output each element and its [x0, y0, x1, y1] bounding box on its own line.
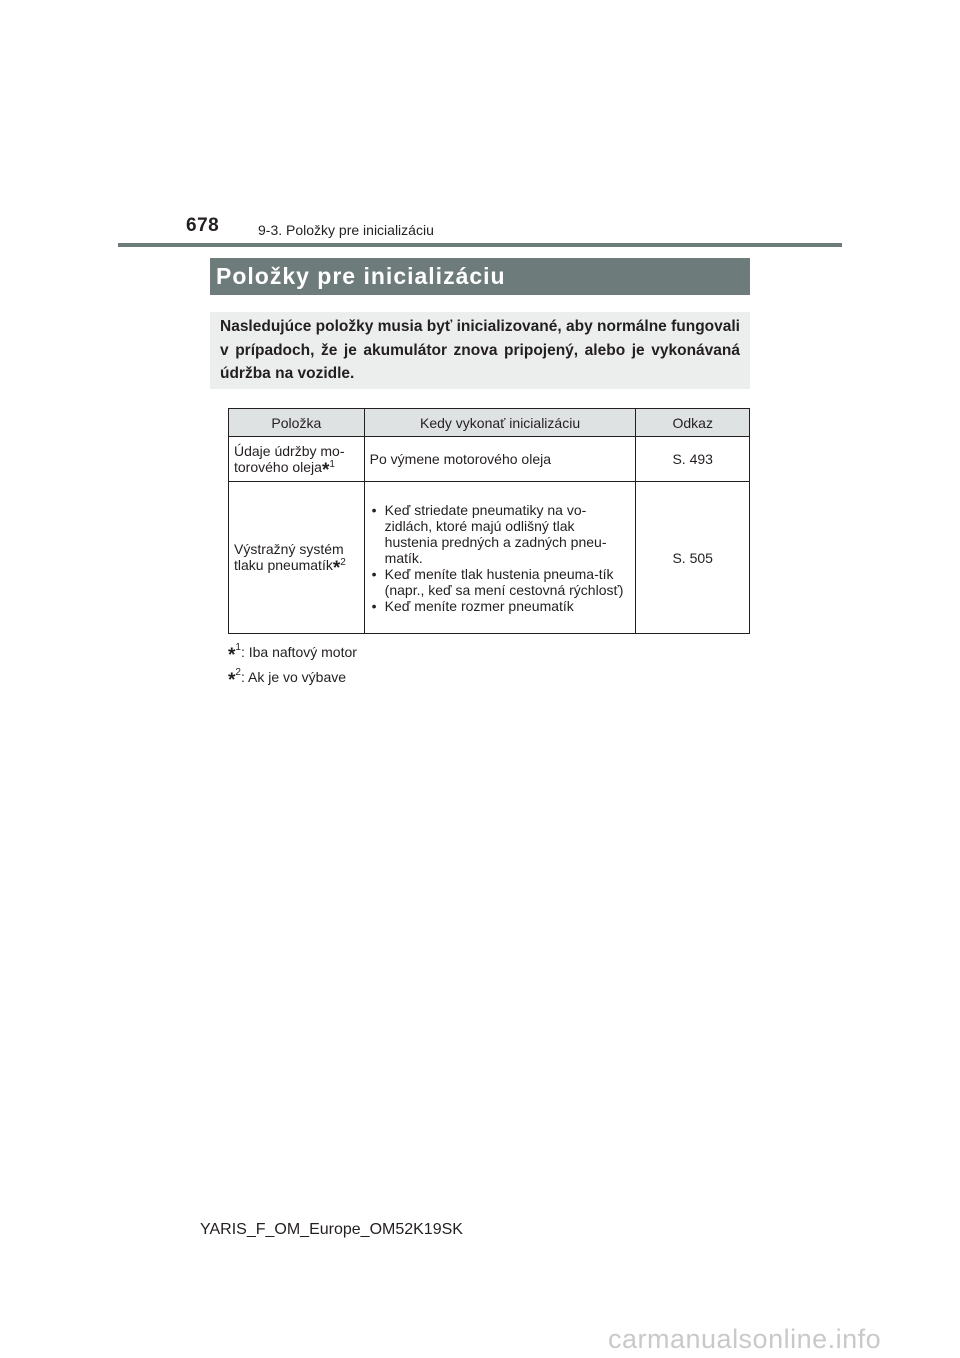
footnote-star: *: [228, 670, 236, 691]
table-header-row: [229, 409, 750, 437]
header-divider: [118, 243, 842, 247]
item-line-1: Údaje údržby mo-: [234, 442, 345, 459]
item-line-1: Výstražný systém: [234, 541, 344, 557]
cell-reference: S. 493: [636, 437, 750, 482]
section-reference: 9-3. Položky pre inicializáciu: [258, 222, 434, 238]
watermark: carmanualsonline.info: [608, 1324, 882, 1354]
column-header-when: Kedy vykonať inicializáciu: [364, 409, 636, 437]
footnote-number: 1: [329, 458, 335, 470]
item-line-2: tlaku pneumatík: [234, 557, 333, 573]
cell-when: [364, 482, 636, 634]
footnote-number: 2: [235, 667, 241, 678]
list-item: • Keď striedate pneumatiky na vo-zidlách, ktoré majú odlišný tlak hustenia predných a zadných pneu-matík.: [370, 502, 631, 566]
footnote-text: : Iba naftový motor: [240, 644, 357, 660]
footnote-1: [228, 642, 357, 666]
footnote-text: : Ak je vo výbave: [240, 669, 347, 685]
initialization-table: [228, 408, 750, 634]
footnote-star: *: [228, 645, 236, 666]
column-header-reference: Odkaz: [636, 409, 750, 437]
list-item: • Keď meníte rozmer pneumatík: [370, 598, 631, 614]
cell-reference: S. 505: [636, 482, 750, 634]
footnote-star: *: [321, 459, 330, 481]
footnote-star: *: [332, 558, 341, 579]
bullet-list: [370, 502, 631, 614]
table-row: [229, 437, 750, 482]
intro-box: Nasledujúce položky musia byť inicializované, aby normálne fungovali v prípadoch, že je akumulátor znova pripojený, alebo je vykonávaná údržba na vozidle.: [210, 312, 750, 389]
list-item: • Keď meníte tlak hustenia pneuma-tík (napr., keď sa mení cestovná rýchlosť): [370, 566, 631, 598]
item-line-2: torového oleja: [234, 458, 322, 475]
column-header-item: Položka: [229, 409, 365, 437]
table-row: [229, 482, 750, 634]
footnote-number: 1: [235, 642, 241, 653]
footnote-number: 2: [340, 557, 346, 568]
document-footer: YARIS_F_OM_Europe_OM52K19SK: [200, 1221, 463, 1238]
section-title: Položky pre inicializáciu: [210, 258, 750, 295]
cell-when: Po výmene motorového oleja: [364, 437, 636, 482]
cell-item: [229, 437, 365, 482]
footnote-2: [228, 667, 347, 691]
cell-item: [229, 482, 365, 634]
page-number: 678: [186, 215, 220, 236]
